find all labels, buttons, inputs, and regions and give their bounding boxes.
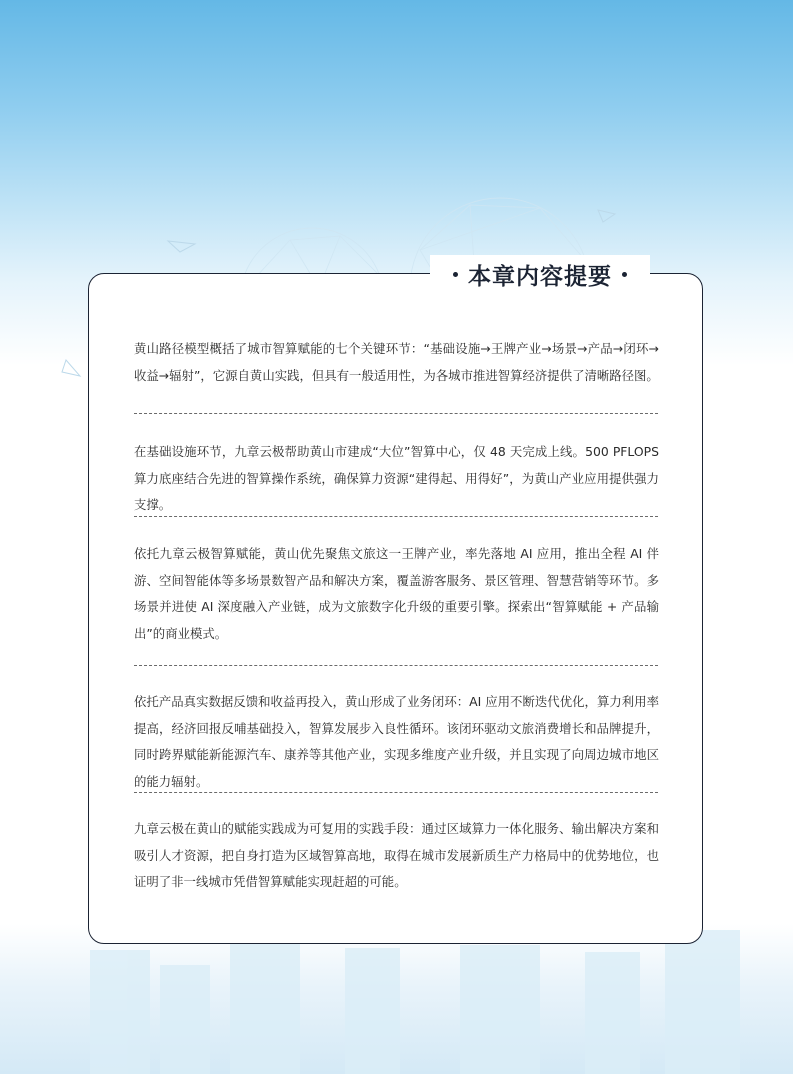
paragraph-1: 黄山路径模型概括了城市智算赋能的七个关键环节：“基础设施→王牌产业→场景→产品→闭环→收益→辐射”，它源自黄山实践，但具有一般适用性，为各城市推进智算经济提供了清晰路径图。 [134, 341, 659, 383]
paragraph-5: 九章云极在黄山的赋能实践成为可复用的实践手段：通过区域算力一体化服务、输出解决方案和吸引人才资源，把自身打造为区域智算高地，取得在城市发展新质生产力格局中的优势地位，也证明了非一线城市凭借智算赋能实现赶超的可能。 [134, 821, 659, 889]
divider-4 [134, 792, 658, 793]
divider-1 [134, 413, 658, 414]
section-title: 本章内容提要 [468, 263, 612, 290]
paragraph-3: 依托九章云极智算赋能，黄山优先聚焦文旅这一王牌产业，率先落地 AI 应用，推出全程 AI 伴游、空间智能体等多场景数智产品和解决方案，覆盖游客服务、景区管理、智慧营销等环节。多场景并进使 AI 深度融入产业链，成为文旅数字化升级的重要引擎。探索出“智算赋能 + 产品输出”的商业模式。 [134, 546, 659, 641]
heading-left-dot [453, 272, 458, 277]
paragraph-4: 依托产品真实数据反馈和收益再投入，黄山形成了业务闭环：AI 应用不断迭代优化，算力利用率提高，经济回报反哺基础投入，智算发展步入良性循环。该闭环驱动文旅消费增长和品牌提升，同时跨界赋能新能源汽车、康养等其他产业，实现多维度产业升级，并且实现了向周边城市地区的能力辐射。 [134, 694, 659, 789]
heading-right-dot [622, 272, 627, 277]
section-heading [430, 255, 650, 293]
divider-2 [134, 516, 658, 517]
paragraph-2: 在基础设施环节，九章云极帮助黄山市建成“大位”智算中心，仅 48 天完成上线。500 PFLOPS 算力底座结合先进的智算操作系统，确保算力资源“建得起、用得好”，为黄山产业应用提供强力支撑。 [134, 444, 659, 512]
divider-3 [134, 665, 658, 666]
